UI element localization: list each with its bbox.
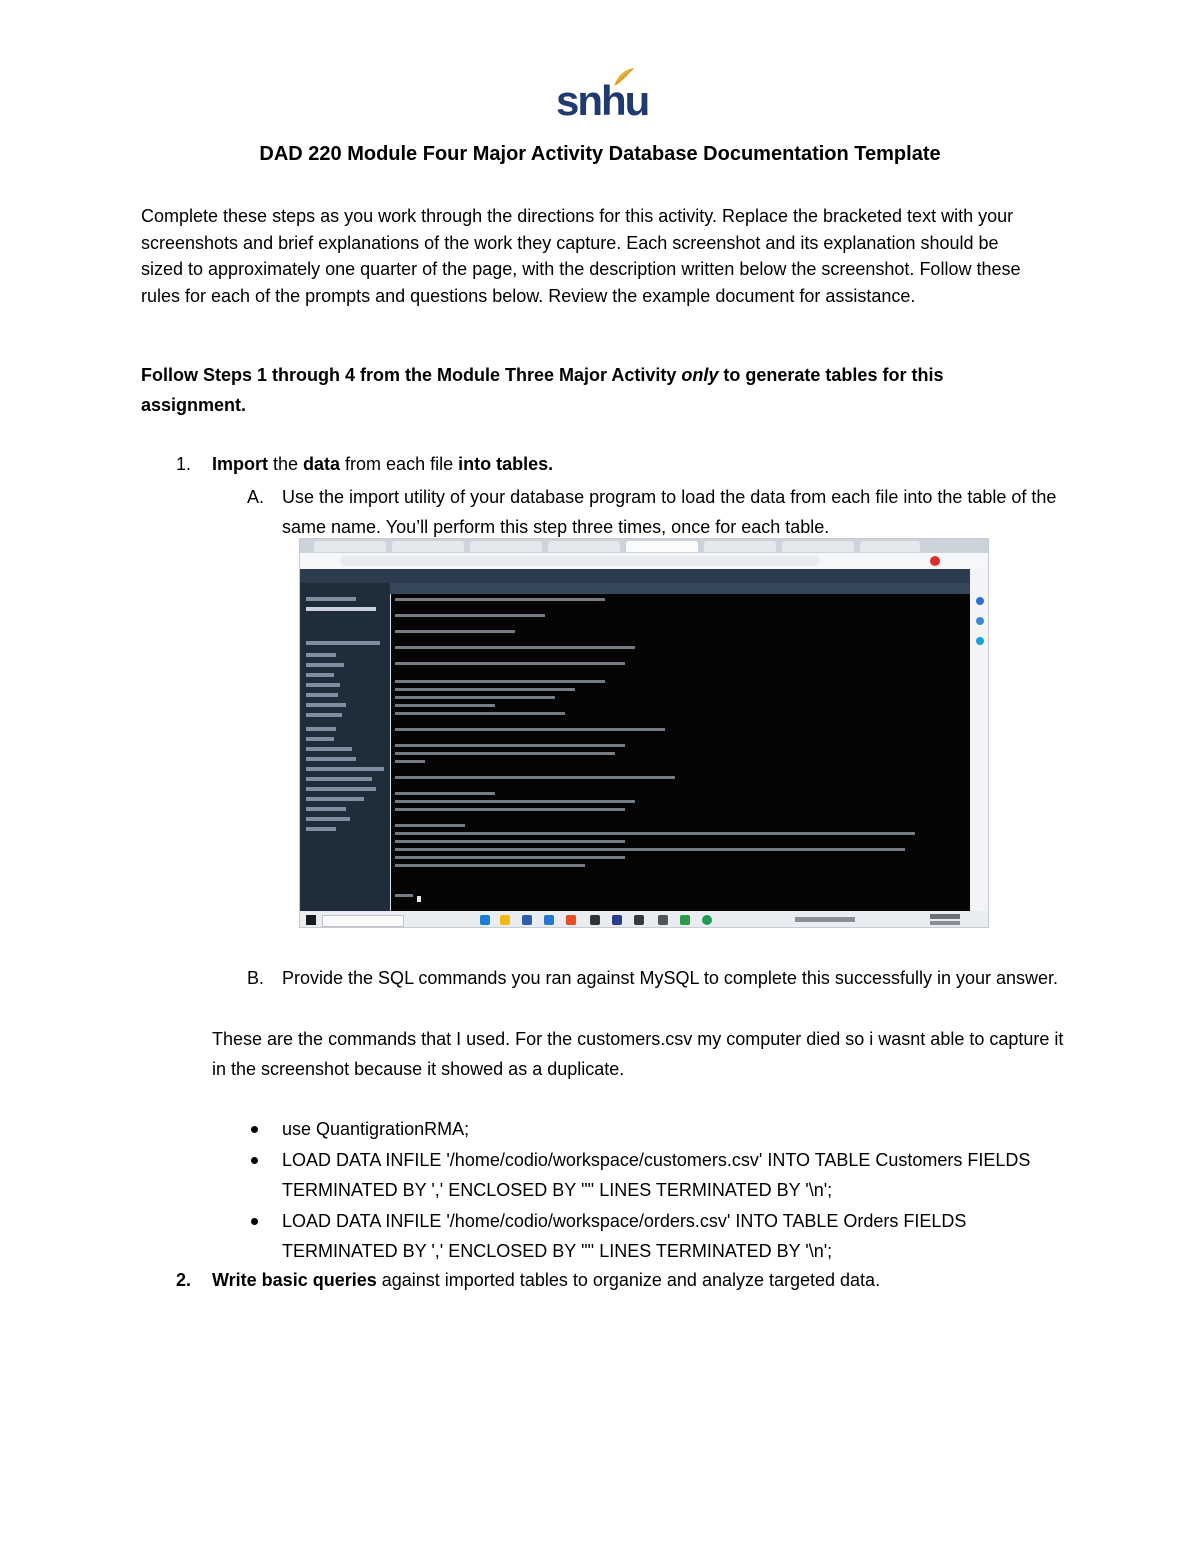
step-1-number: 1. (176, 454, 192, 474)
terminal-window (391, 594, 970, 911)
terminal-cursor (417, 896, 421, 902)
tree-item (306, 693, 338, 697)
terminal-line (395, 848, 905, 851)
app-icon (976, 637, 984, 645)
tree-item (306, 787, 376, 791)
terminal-line (395, 704, 495, 707)
sql-command: use QuantigrationRMA; (282, 1119, 470, 1139)
step-2 (176, 1267, 880, 1293)
app-icon (634, 915, 644, 925)
browser-tab (470, 541, 542, 552)
terminal-prompt (395, 894, 413, 897)
step-1-bold-tables: into tables. (458, 454, 554, 474)
tree-item (306, 747, 352, 751)
terminal-line (395, 744, 625, 747)
step-1b-text: Provide the SQL commands you ran against MySQL to complete this successfully in your answer. (282, 968, 1059, 988)
folder-icon (500, 915, 510, 925)
tree-item (306, 703, 346, 707)
browser-tab (782, 541, 854, 552)
sql-command: LOAD DATA INFILE '/home/codio/workspace/customers.csv' INTO TABLE Customers FIELDS TERMINATED BY ',' ENCLOSED BY '"' LINES TERMINATED BY '\n'; (282, 1150, 1031, 1200)
terminal-tab-strip (390, 583, 970, 594)
step-1a (247, 482, 1077, 542)
leaf-icon (612, 66, 636, 88)
instruction-emphasis: only (681, 365, 719, 385)
page-title: DAD 220 Module Four Major Activity Database Documentation Template (259, 143, 941, 165)
instruction-paragraph (141, 360, 1041, 420)
windows-start-icon (306, 915, 316, 925)
terminal-line (395, 680, 605, 683)
url-box (340, 556, 820, 566)
browser-address-bar (300, 553, 989, 569)
bullet-icon (251, 1218, 258, 1225)
windows-taskbar (300, 911, 989, 928)
list-item (247, 1145, 1047, 1205)
search-icon (976, 597, 984, 605)
tree-item (306, 663, 344, 667)
edge-icon (480, 915, 490, 925)
terminal-line (395, 712, 565, 715)
answer-text: These are the commands that I used. For the customers.csv my computer died so i wasnt able to capture it in the screenshot because it showed as a duplicate. (212, 1029, 1064, 1079)
tree-item (306, 713, 342, 717)
tree-item (306, 757, 356, 761)
sql-command-list (247, 1114, 1047, 1267)
terminal-line (395, 728, 665, 731)
terminal-line (395, 808, 625, 811)
tree-item (306, 777, 372, 781)
tree-item (306, 607, 376, 611)
step-1b-label: B. (247, 968, 265, 988)
logo-text: snhu (556, 77, 649, 124)
terminal-line (395, 598, 605, 601)
tree-item (306, 597, 356, 601)
step-1b (247, 963, 1077, 993)
terminal-line (395, 800, 635, 803)
app-icon (590, 915, 600, 925)
intro-paragraph: Complete these steps as you work through the directions for this activity. Replace the bracketed text with your screenshots and brief explanations of the work they capture. Each screenshot and its explanation should be sized to approximately one quarter of the page, with the description written below the screenshot. Follow these rules for each of the prompts and questions below. Review the example document for assistance. (141, 206, 1021, 306)
terminal-line (395, 856, 625, 859)
terminal-line (395, 840, 625, 843)
terminal-line (395, 688, 575, 691)
terminal-line (395, 752, 615, 755)
terminal-line (395, 760, 425, 763)
clock-time (930, 914, 960, 919)
weather-widget (795, 917, 855, 922)
step-1-bold-data: data (303, 454, 341, 474)
instruction-before: Follow Steps 1 through 4 from the Module Three Major Activity (141, 365, 682, 385)
terminal-line (395, 662, 625, 665)
tree-item (306, 797, 364, 801)
step-2-bold: Write basic queries (212, 1270, 377, 1290)
bullet-icon (251, 1126, 258, 1133)
firefox-icon (566, 915, 576, 925)
step-2-text: against imported tables to organize and analyze targeted data. (376, 1270, 881, 1290)
tree-item (306, 683, 340, 687)
browser-tab (860, 541, 920, 552)
tree-item (306, 673, 334, 677)
step-1-text-a: the (268, 454, 304, 474)
snhu-logo (556, 66, 649, 124)
tree-item (306, 653, 336, 657)
step-1-text-b: from each file (340, 454, 459, 474)
extension-icon (930, 556, 940, 566)
terminal-line (395, 614, 545, 617)
file-tree-sidebar (300, 583, 390, 911)
terminal-screenshot (299, 538, 989, 928)
tree-item (306, 727, 336, 731)
store-icon (522, 915, 532, 925)
tree-item (306, 807, 346, 811)
tree-item (306, 767, 384, 771)
tree-item (306, 817, 350, 821)
terminal-line (395, 776, 675, 779)
terminal-line (395, 696, 555, 699)
bullet-icon (251, 1157, 258, 1164)
app-icon (612, 915, 622, 925)
settings-icon (976, 617, 984, 625)
step-2-number: 2. (176, 1270, 192, 1290)
step-1-bold-import: Import (212, 454, 268, 474)
step-1a-text: Use the import utility of your database program to load the data from each file into the table of the same name. You’ll perform this step three times, once for each table. (282, 487, 1057, 537)
terminal-line (395, 792, 495, 795)
chrome-icon (702, 915, 712, 925)
list-item (247, 1114, 1047, 1144)
sql-command: LOAD DATA INFILE '/home/codio/workspace/orders.csv' INTO TABLE Orders FIELDS TERMINATED BY ',' ENCLOSED BY '"' LINES TERMINATED BY '\n'; (282, 1211, 967, 1261)
browser-tab (548, 541, 620, 552)
browser-tab (314, 541, 386, 552)
terminal-line (395, 824, 465, 827)
list-item (247, 1206, 1047, 1266)
browser-tab-strip (300, 539, 989, 553)
app-icon (658, 915, 668, 925)
ide-menu-bar (300, 569, 970, 583)
tree-item (306, 737, 334, 741)
step-1a-label: A. (247, 487, 265, 507)
clock-date (930, 921, 960, 925)
browser-side-panel (970, 569, 989, 911)
mail-icon (544, 915, 554, 925)
browser-tab (704, 541, 776, 552)
terminal-line (395, 864, 585, 867)
terminal-line (395, 630, 515, 633)
tree-item (306, 827, 336, 831)
tree-item (306, 641, 380, 645)
instruction-after: to generate tables for this assignment. (141, 365, 944, 415)
app-icon (680, 915, 690, 925)
terminal-line (395, 646, 635, 649)
step-1 (176, 451, 553, 477)
terminal-line (395, 832, 915, 835)
browser-tab (626, 541, 698, 552)
browser-tab (392, 541, 464, 552)
search-box (322, 915, 404, 927)
